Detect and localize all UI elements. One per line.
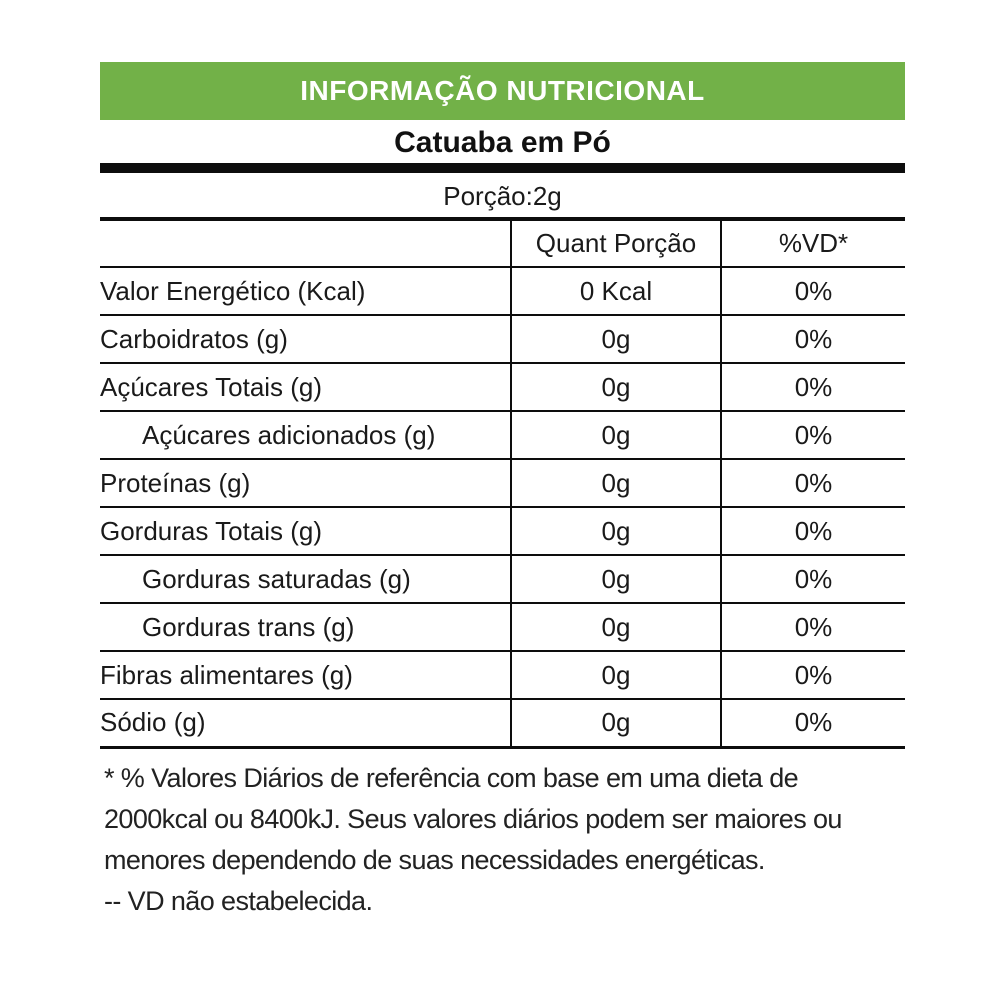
nutrient-label: Gorduras trans (g): [100, 603, 511, 651]
nutrient-daily-value: 0%: [721, 651, 905, 699]
table-row: [100, 699, 905, 747]
nutrient-quantity: 0 Kcal: [511, 267, 721, 315]
nutrient-label: Carboidratos (g): [100, 315, 511, 363]
nutrient-quantity: 0g: [511, 459, 721, 507]
nutrition-header-bar: [100, 62, 905, 120]
footnote-line: 2000kcal ou 8400kJ. Seus valores diários podem ser maiores ou: [104, 803, 842, 834]
column-header-quantity: Quant Porção: [511, 219, 721, 267]
table-header-row: [100, 219, 905, 267]
nutrient-label: Gorduras Totais (g): [100, 507, 511, 555]
nutrition-header-title: INFORMAÇÃO NUTRICIONAL: [300, 75, 705, 106]
double-rule-divider: [100, 163, 905, 173]
nutrition-table-body: [100, 267, 905, 747]
nutrition-table: [100, 217, 905, 749]
footnote-line: menores dependendo de suas necessidades energéticas.: [104, 844, 765, 875]
nutrient-daily-value: 0%: [721, 411, 905, 459]
nutrient-label: Açúcares adicionados (g): [100, 411, 511, 459]
nutrient-daily-value: 0%: [721, 267, 905, 315]
table-row: [100, 315, 905, 363]
table-row: [100, 603, 905, 651]
nutrient-quantity: 0g: [511, 603, 721, 651]
table-row: [100, 651, 905, 699]
nutrient-label: Sódio (g): [100, 707, 206, 738]
nutrient-daily-value: 0%: [721, 603, 905, 651]
nutrient-daily-value: 0%: [721, 507, 905, 555]
nutrient-quantity: 0g: [511, 651, 721, 699]
nutrient-quantity: 0g: [511, 411, 721, 459]
table-row: [100, 459, 905, 507]
nutrient-daily-value: 0%: [721, 555, 905, 603]
nutrient-daily-value: 0%: [721, 315, 905, 363]
table-row: [100, 267, 905, 315]
table-row: [100, 411, 905, 459]
nutrient-quantity: 0g: [511, 363, 721, 411]
nutrient-daily-value: 0%: [721, 363, 905, 411]
nutrient-quantity: 0g: [511, 699, 721, 747]
table-row: [100, 555, 905, 603]
column-header-daily-value: %VD*: [721, 219, 905, 267]
column-header-empty: [100, 219, 511, 267]
nutrient-label: Valor Energético (Kcal): [100, 267, 511, 315]
nutrient-daily-value: 0%: [721, 699, 905, 747]
nutrient-quantity: 0g: [511, 315, 721, 363]
serving-size-label: Porção:2g: [443, 181, 562, 211]
nutrient-label: Gorduras saturadas (g): [100, 555, 511, 603]
product-title: Catuaba em Pó: [394, 126, 611, 159]
footnote: [100, 758, 905, 922]
nutrient-label: Fibras alimentares (g): [100, 651, 511, 699]
footnote-line: -- VD não estabelecida.: [104, 885, 373, 916]
table-row: [100, 363, 905, 411]
footnote-line: * % Valores Diários de referência com base em uma dieta de: [104, 762, 799, 793]
nutrient-quantity: 0g: [511, 507, 721, 555]
nutrient-daily-value: 0%: [721, 459, 905, 507]
nutrient-label: Proteínas (g): [100, 459, 511, 507]
nutrient-quantity: 0g: [511, 555, 721, 603]
table-row: [100, 507, 905, 555]
nutrient-label: Açúcares Totais (g): [100, 363, 511, 411]
nutrition-label: [100, 62, 905, 922]
